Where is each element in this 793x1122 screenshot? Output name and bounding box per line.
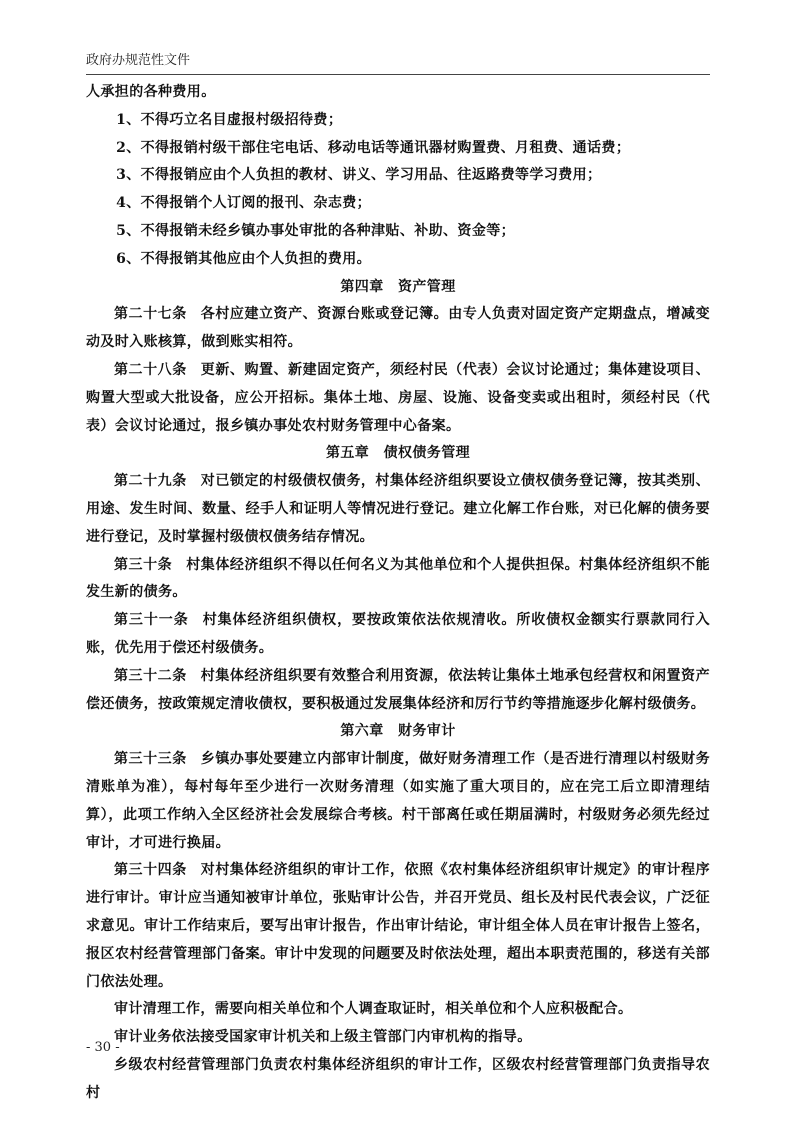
header-title: 政府办规范性文件: [86, 53, 191, 68]
article-text: 村集体经济组织债权，要按政策依法依规清收。所收债权金额实行票款同行入账，优先用于偿还村级债务。: [86, 612, 710, 656]
chapter-heading: 第六章 财务审计: [340, 723, 456, 740]
article-text: 村集体经济组织不得以任何名义为其他单位和个人提供担保。村集体经济组织不能发生新的债务。: [86, 556, 710, 601]
chapter-heading: 第四章 资产管理: [340, 278, 456, 295]
article: [86, 301, 710, 357]
article-number: 第二十七条: [114, 306, 187, 323]
article-number: 第三十条: [114, 556, 173, 573]
article-text: 各村应建立资产、资源台账或登记簿。由专人负责对固定资产定期盘点，增减变动及时入账核算，做到账实相符。: [86, 306, 711, 351]
article-text: 对村集体经济组织的审计工作，依照《农村集体经济组织审计规定》的审计程序进行审计。审计应当通知被审计单位，张贴审计公告，并召开党员、组长及村民代表会议，广泛征求意见。审计工作结束后，要写出审计报告，作出审计结论，审计组全体人员在审计报告上签名，报区农村经营管理部门备案。审计中发现的问题要及时依法处理，超出本职责范围的，移送有关部门依法处理。: [86, 862, 711, 990]
article-number: 第二十八条: [114, 361, 187, 378]
page-header: [86, 50, 710, 75]
paragraph: 乡级农村经营管理部门负责农村集体经济组织的审计工作，区级农村经营管理部门负责指导农村: [86, 1056, 710, 1101]
article-number: 第三十二条: [114, 667, 187, 684]
page-number: - 30 -: [86, 1040, 120, 1055]
article: [86, 357, 710, 440]
paragraph: 人承担的各种费用。: [86, 84, 216, 100]
article: [86, 857, 710, 996]
article-number: 第三十一条: [114, 612, 189, 629]
list-item: 5、不得报销未经乡镇办事处审批的各种津贴、补助、资金等；: [116, 222, 516, 239]
article-number: 第三十四条: [114, 862, 187, 879]
article-text: 乡镇办事处要建立内部审计制度，做好财务清理工作（是否进行清理以村级财务清账单为准），每村每年至少进行一次财务清理（如实施了重大项目的，应在完工后立即清理结算），此项工作纳入全区经济社会发展综合考核。村干部离任或任期届满时，村级财务必须先经过审计，才可进行换届。: [86, 751, 711, 851]
paragraph: 审计业务依法接受国家审计机关和上级主管部门内审机构的指导。: [114, 1029, 532, 1046]
list-item: 1、不得巧立名目虚报村级招待费；: [116, 111, 343, 128]
document-body: [86, 79, 710, 1107]
article-number: 第三十三条: [114, 751, 187, 768]
paragraph: 审计清理工作，需要向相关单位和个人调查取证时，相关单位和个人应积极配合。: [114, 1001, 633, 1018]
article-text: 对已锁定的村级债权债务，村集体经济组织要设立债权债务登记簿，按其类别、用途、发生时间、数量、经手人和证明人等情况进行登记。建立化解工作台账，对已化解的债务要进行登记，及时掌握村级债权债务结存情况。: [86, 473, 711, 545]
article: [86, 746, 710, 857]
list-item: 2、不得报销村级干部住宅电话、移动电话等通讯器材购置费、月租费、通话费；: [116, 139, 631, 156]
article: [86, 468, 710, 551]
list-item: 4、不得报销个人订阅的报刊、杂志费；: [116, 195, 372, 212]
article-text: 更新、购置、新建固定资产，须经村民（代表）会议讨论通过；集体建设项目、购置大型或大批设备，应公开招标。集体土地、房屋、设施、设备变卖或出租时，须经村民（代表）会议讨论通过，报乡镇办事处农村财务管理中心备案。: [86, 361, 711, 434]
article-number: 第二十九条: [114, 473, 187, 490]
article-text: 村集体经济组织要有效整合利用资源，依法转让集体土地承包经营权和闲置资产偿还债务，按政策规定清收债权，要积极通过发展集体经济和厉行节约等措施逐步化解村级债务。: [86, 667, 711, 712]
list-item: 6、不得报销其他应由个人负担的费用。: [116, 250, 372, 267]
article: [86, 552, 710, 608]
article: [86, 607, 710, 663]
list-item: 3、不得报销应由个人负担的教材、讲义、学习用品、往返路费等学习费用；: [116, 167, 602, 184]
chapter-heading: 第五章 债权债务管理: [326, 445, 470, 462]
article: [86, 663, 710, 719]
